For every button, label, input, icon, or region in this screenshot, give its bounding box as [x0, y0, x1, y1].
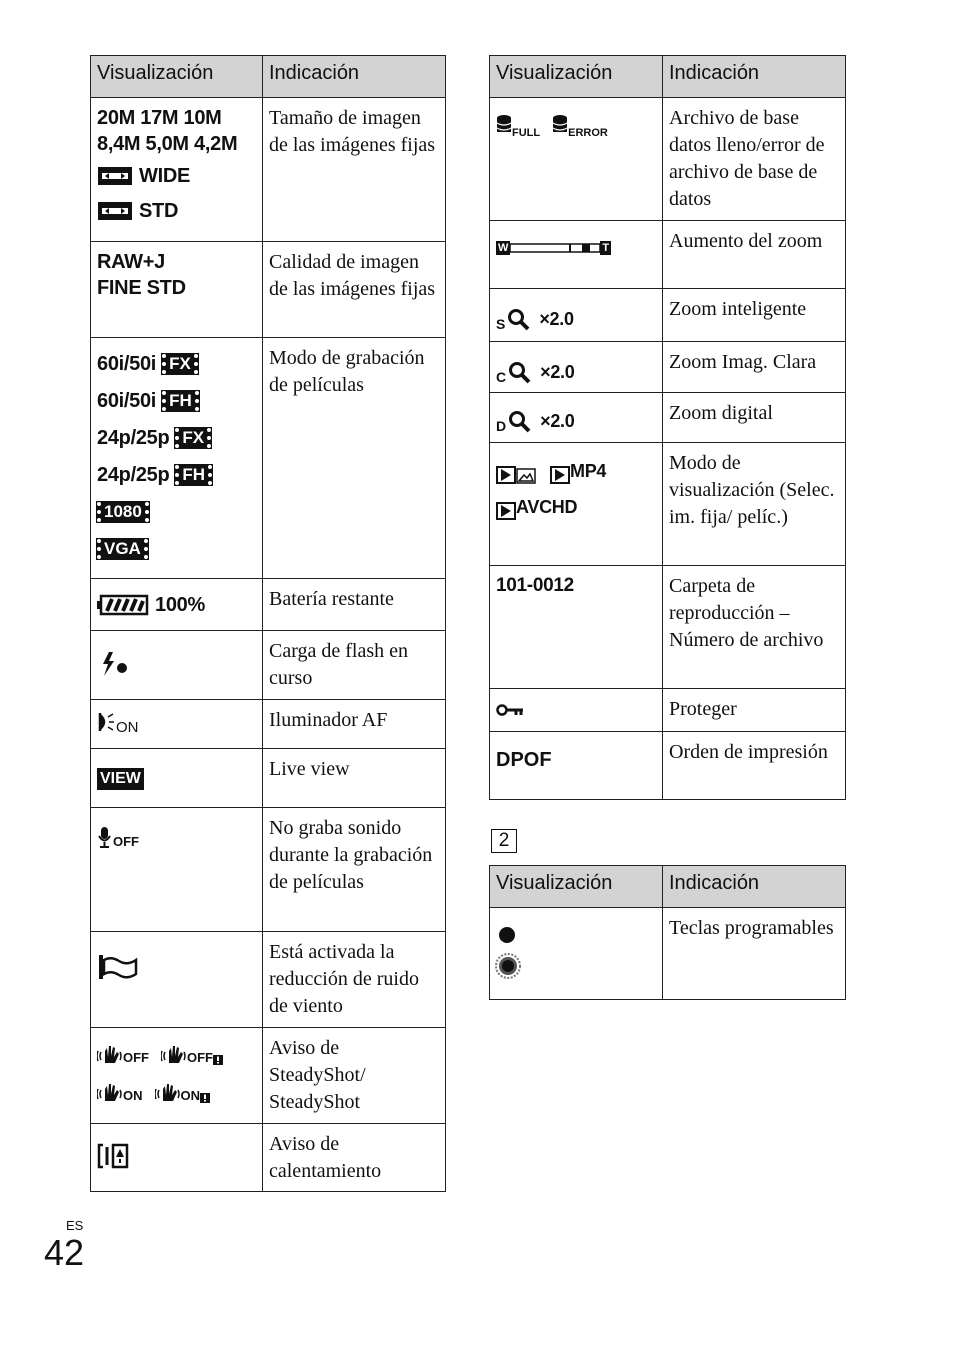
quality-symbol-1: RAW+J: [97, 251, 165, 273]
rec-mode-line: 24p/25p FH: [97, 456, 256, 493]
table-row: [91, 749, 446, 808]
indication-cell: Orden de impresión: [663, 732, 846, 800]
soft-key-active-dot-icon: [494, 952, 522, 980]
aspect-wide-icon: [97, 165, 133, 187]
display-cell: [490, 221, 663, 289]
database-full-symbol: FULL: [496, 113, 540, 139]
header-indication: Indicación: [663, 866, 846, 908]
display-cell: [91, 579, 263, 631]
magnifier-icon: [508, 410, 532, 434]
digital-zoom-letter: D: [496, 418, 507, 434]
protect-key-icon: [496, 700, 526, 720]
steadyshot-off-warning-symbol: OFF: [161, 1043, 223, 1065]
soft-key-dot-icon: [496, 924, 518, 946]
indication-cell: Aviso de SteadyShot/ SteadyShot: [263, 1028, 446, 1124]
flash-charging-icon: [97, 648, 137, 688]
display-cell: [91, 932, 263, 1028]
play-icon: [550, 466, 570, 484]
table-row: [490, 908, 846, 1000]
shake-hand-icon: [161, 1043, 187, 1065]
display-cell: [91, 242, 263, 338]
display-cell: [91, 808, 263, 932]
battery-icon: [97, 594, 149, 616]
indication-cell: Modo de visualización (Selec. im. fija/ pelíc.): [663, 443, 846, 566]
rec-mode-line: 60i/50i FX: [97, 345, 256, 382]
rec-mode-line: 60i/50i FH: [97, 382, 256, 419]
quality-symbol-2: FINE STD: [97, 277, 186, 299]
indication-cell: Carga de flash en curso: [263, 631, 446, 700]
table-row: [91, 808, 446, 932]
indication-cell: Está activada la reducción de ruido de viento: [263, 932, 446, 1028]
display-cell: [91, 1124, 263, 1192]
shake-hand-icon: [97, 1081, 123, 1103]
battery-percent: 100%: [155, 594, 205, 616]
indication-cell: Live view: [263, 749, 446, 808]
table-row: [91, 98, 446, 242]
zoom-tele-label: T: [602, 242, 610, 254]
wind-noise-reduction-icon: [97, 951, 141, 983]
table-row: [91, 932, 446, 1028]
rec-mode-line: [97, 530, 256, 567]
indication-cell: Proteger: [663, 689, 846, 732]
display-cell: [490, 393, 663, 443]
display-cell: [490, 732, 663, 800]
play-icon: [496, 466, 516, 484]
microphone-icon: [97, 825, 113, 849]
fx-badge: FX: [175, 428, 211, 448]
display-cell: [91, 749, 263, 808]
fx-badge: FX: [162, 354, 198, 374]
table-header: [91, 56, 446, 98]
mic-off-label: OFF: [113, 834, 139, 849]
table-row: [490, 566, 846, 689]
still-image-icon: [516, 468, 536, 484]
table-row: [91, 242, 446, 338]
table-row: [91, 579, 446, 631]
table-row: [91, 631, 446, 700]
rec-mode-line: 24p/25p FX: [97, 419, 256, 456]
steadyshot-off-symbol: OFF: [97, 1043, 149, 1065]
display-cell: [490, 908, 663, 1000]
shake-hand-icon: [97, 1043, 123, 1065]
database-error-symbol: ERROR: [552, 113, 608, 139]
zoom-scale-icon: [510, 241, 600, 255]
header-display: Visualización: [490, 56, 663, 98]
indication-cell: Modo de grabación de películas: [263, 338, 446, 579]
rec-mode-line: [97, 493, 256, 530]
zoom-factor: ×2.0: [540, 411, 575, 431]
header-indication: Indicación: [263, 56, 446, 98]
page-number: 42: [44, 1232, 85, 1273]
database-icon: [552, 113, 568, 139]
right-table: [489, 55, 846, 800]
indication-cell: Zoom Imag. Clara: [663, 342, 846, 393]
header-indication: Indicación: [663, 56, 846, 98]
size-symbols-1: 20M 17M 10M: [97, 107, 222, 129]
display-cell: [490, 566, 663, 689]
indication-cell: Tamaño de imagen de las imágenes fijas: [263, 98, 446, 242]
database-icon: [496, 113, 512, 139]
section-table: [489, 865, 846, 1000]
overheat-warning-icon: [97, 1141, 131, 1171]
clear-zoom-letter: C: [496, 369, 507, 385]
vga-badge: VGA: [97, 539, 148, 559]
zoom-bar: [496, 236, 656, 260]
steadyshot-on-warning-symbol: ON: [155, 1081, 211, 1103]
fh-badge: FH: [162, 391, 199, 411]
indication-cell: Batería restante: [263, 579, 446, 631]
magnifier-icon: [508, 361, 532, 385]
view-mode-avchd-symbol: AVCHD: [496, 494, 656, 520]
indication-cell: Aumento del zoom: [663, 221, 846, 289]
table-header: [490, 866, 846, 908]
indication-cell: Teclas programables: [663, 908, 846, 1000]
display-cell: [490, 342, 663, 393]
table-row: [91, 338, 446, 579]
warning-icon: [200, 1093, 210, 1103]
language-code: ES: [66, 1218, 84, 1233]
zoom-wide-label: W: [498, 242, 509, 254]
table-row: [490, 289, 846, 342]
display-cell: [490, 689, 663, 732]
table-row: [490, 443, 846, 566]
table-row: [91, 1028, 446, 1124]
left-table: [90, 55, 446, 1192]
shake-hand-icon: [155, 1081, 181, 1103]
std-symbol: STD: [97, 194, 256, 228]
section-marker: 2: [491, 829, 517, 853]
indication-cell: Aviso de calentamiento: [263, 1124, 446, 1192]
warning-icon: [213, 1055, 223, 1065]
table-row: [91, 1124, 446, 1192]
indication-cell: Iluminador AF: [263, 700, 446, 749]
view-mode-still-symbol: [496, 466, 536, 484]
view-badge: VIEW: [97, 768, 144, 790]
af-on-label: ON: [116, 718, 139, 736]
aspect-std-icon: [97, 200, 133, 222]
table-row: [490, 98, 846, 221]
header-display: Visualización: [91, 56, 263, 98]
display-cell: [91, 1028, 263, 1124]
zoom-factor: ×2.0: [540, 362, 575, 382]
dpof-symbol: DPOF: [496, 749, 552, 771]
display-cell: [490, 98, 663, 221]
af-illuminator-icon: [97, 711, 115, 735]
header-display: Visualización: [490, 866, 663, 908]
table-row: [490, 221, 846, 289]
table-header: [490, 56, 846, 98]
display-cell: [91, 631, 263, 700]
display-cell: [490, 443, 663, 566]
indication-cell: Calidad de imagen de las imágenes fijas: [263, 242, 446, 338]
indication-cell: Archivo de base datos lleno/error de archivo de base de datos: [663, 98, 846, 221]
table-row: [490, 342, 846, 393]
table-row: [490, 732, 846, 800]
table-row: [490, 393, 846, 443]
smart-zoom-letter: S: [496, 316, 506, 332]
play-icon: [496, 502, 516, 520]
1080-badge: 1080: [97, 502, 149, 522]
indication-cell: No graba sonido durante la grabación de películas: [263, 808, 446, 932]
magnifier-icon: [507, 308, 531, 332]
steadyshot-on-symbol: ON: [97, 1081, 143, 1103]
folder-file-number: 101-0012: [496, 575, 574, 596]
table-row: [490, 689, 846, 732]
display-cell: [91, 98, 263, 242]
wide-symbol: WIDE: [97, 157, 256, 194]
fh-badge: FH: [175, 465, 212, 485]
indication-cell: Zoom digital: [663, 393, 846, 443]
display-cell: [91, 700, 263, 749]
size-symbols-2: 8,4M 5,0M 4,2M: [97, 133, 238, 155]
indication-cell: Zoom inteligente: [663, 289, 846, 342]
display-cell: [490, 289, 663, 342]
display-cell: [91, 338, 263, 579]
indication-cell: Carpeta de reproducción – Número de archivo: [663, 566, 846, 689]
table-row: [91, 700, 446, 749]
zoom-factor: ×2.0: [539, 309, 574, 329]
view-mode-mp4-symbol: MP4: [550, 458, 606, 484]
